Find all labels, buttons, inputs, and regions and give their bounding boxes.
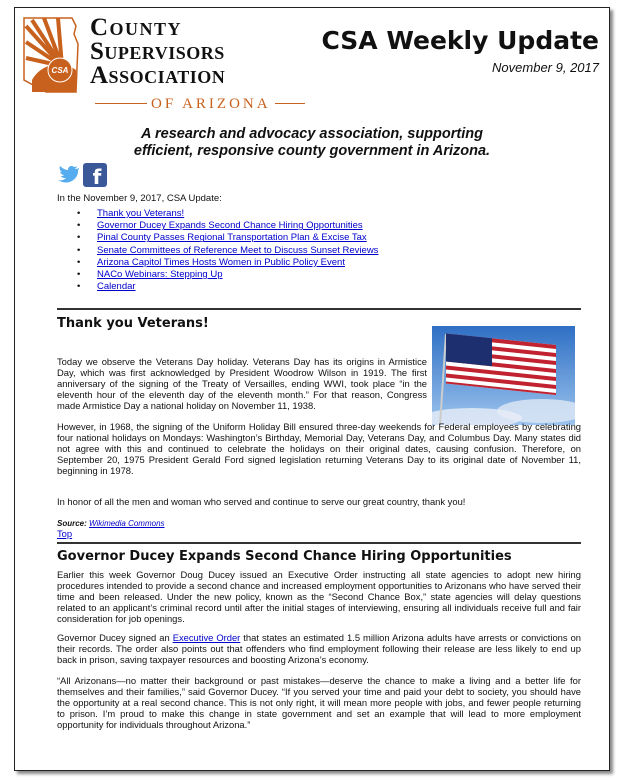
veterans-paragraph-1: Today we observe the Veterans Day holiday. Veterans Day has its origins in Armistice Day, which was first acknowledged by President Woodrow Wilson in 1919. The first anniversary of the signing of the Treaty of Versailles, ending WWI, took place “in the eleventh hour of the eleventh day of the eleventh month.” For that reason, Congress made Armistice Day a national holiday on November 11, 1938. (57, 356, 427, 411)
toc-intro: In the November 9, 2017, CSA Update: (57, 193, 222, 204)
toc-item (97, 245, 378, 257)
toc-link-capitol-times[interactable]: Arizona Capitol Times Hosts Women in Public Policy Event (97, 256, 345, 268)
logo-wordmark (90, 16, 225, 88)
executive-order-link[interactable]: Executive Order (172, 632, 241, 643)
toc-link-second-chance[interactable]: Governor Ducey Expands Second Chance Hiring Opportunities (97, 220, 363, 232)
toc-item (97, 281, 378, 293)
toc-item (97, 220, 378, 232)
logo-badge: CSA (51, 66, 69, 75)
section-divider (57, 542, 581, 544)
toc-link-naco-webinars[interactable]: NACo Webinars: Stepping Up (97, 269, 223, 281)
ducey-heading: Governor Ducey Expands Second Chance Hiring Opportunities (57, 549, 512, 564)
source-label: Source: (57, 519, 87, 528)
arizona-logo-icon (22, 14, 88, 94)
twitter-icon[interactable] (58, 166, 79, 183)
tagline-line-2: efficient, responsive county government in Arizona. (133, 143, 491, 159)
ducey-paragraph-1: Earlier this week Governor Doug Ducey issued an Executive Order instructing all state agencies to adopt new hiring procedures intended to provide a second chance and increased employment opportunities to Arizonans who have served their time and been released. Under the new policy, known as the “Second Chance Box,” state agencies will delay questions related to an applicant’s criminal record until after the initial stages of interviewing, ensuring all individuals receive full and fair consideration for job openings. (57, 569, 581, 624)
toc-item (97, 232, 378, 244)
newsletter-header (15, 8, 609, 126)
veterans-paragraph-3: In honor of all the men and woman who served and continue to serve our great country, thank you! (57, 496, 466, 507)
toc-item (97, 208, 378, 220)
ducey-p2-end: that states an estimated 1.5 million Arizona adults have arrests or convictions on their records. The order also points out that offenders who find employment following their release are less likely to end up back in prison, saving taxpayer resources and boosting Arizona’s economy. (57, 632, 581, 665)
veterans-paragraph-2: However, in 1968, the signing of the Uniform Holiday Bill ensured three-day weekends for Federal employees by celebrating four national holidays on Mondays: Washington’s Birthday, Memorial Day, Veterans Day, and Columbus Day. Many states did not agree with this and continued to celebrate the holidays on their original dates, causing confusion. Therefore, on September 20, 1975 President Gerald Ford signed legislation returning Veterans Day to its original date of November 11, beginning in 1978. (57, 421, 581, 476)
toc-link-thank-you-veterans[interactable]: Thank you Veterans! (97, 208, 185, 219)
newsletter-title: CSA Weekly Update (321, 26, 599, 55)
ducey-paragraph-2 (57, 633, 581, 666)
top-link[interactable]: Top (57, 528, 73, 539)
ducey-p2-start: Governor Ducey signed an (57, 632, 173, 643)
logo-line-2: Supervisors (90, 38, 225, 65)
toc-link-calendar[interactable]: Calendar (97, 281, 136, 293)
newsletter-page (14, 7, 610, 771)
toc-item (97, 269, 378, 281)
toc-item (97, 257, 378, 269)
facebook-glyph: f (92, 165, 102, 188)
facebook-icon[interactable] (83, 163, 107, 188)
section-divider (57, 308, 581, 310)
source-link[interactable]: Wikimedia Commons (89, 519, 165, 528)
tagline (15, 126, 609, 160)
veterans-heading: Thank you Veterans! (57, 316, 209, 331)
logo-subtitle: OF ARIZONA (147, 96, 275, 113)
logo-line-1: County (90, 14, 183, 41)
newsletter-date: November 9, 2017 (492, 60, 599, 75)
american-flag-image (432, 326, 575, 425)
tagline-line-1: A research and advocacy association, supporting (141, 126, 483, 142)
logo-line-3: Association (90, 62, 226, 89)
ducey-paragraph-3: “All Arizonans—no matter their background or past mistakes—deserve the chance to make a living and a better life for themselves and their families,” said Governor Ducey. “If you served your time and paid your debt to society, you should have the opportunity at a real second chance. This is not only right, it will mean more people with jobs, and fewer people returning to prison. I’m proud to make this change in state government and set an example that will lead to more employment opportunity for individuals throughout Arizona.” (57, 675, 581, 730)
social-links (57, 162, 109, 192)
toc-link-senate-committees[interactable]: Senate Committees of Reference Meet to Discuss Sunset Reviews (97, 244, 379, 256)
table-of-contents (57, 208, 378, 293)
toc-link-pinal-county[interactable]: Pinal County Passes Regional Transportation Plan & Excise Tax (97, 232, 367, 244)
veterans-source (57, 519, 165, 528)
